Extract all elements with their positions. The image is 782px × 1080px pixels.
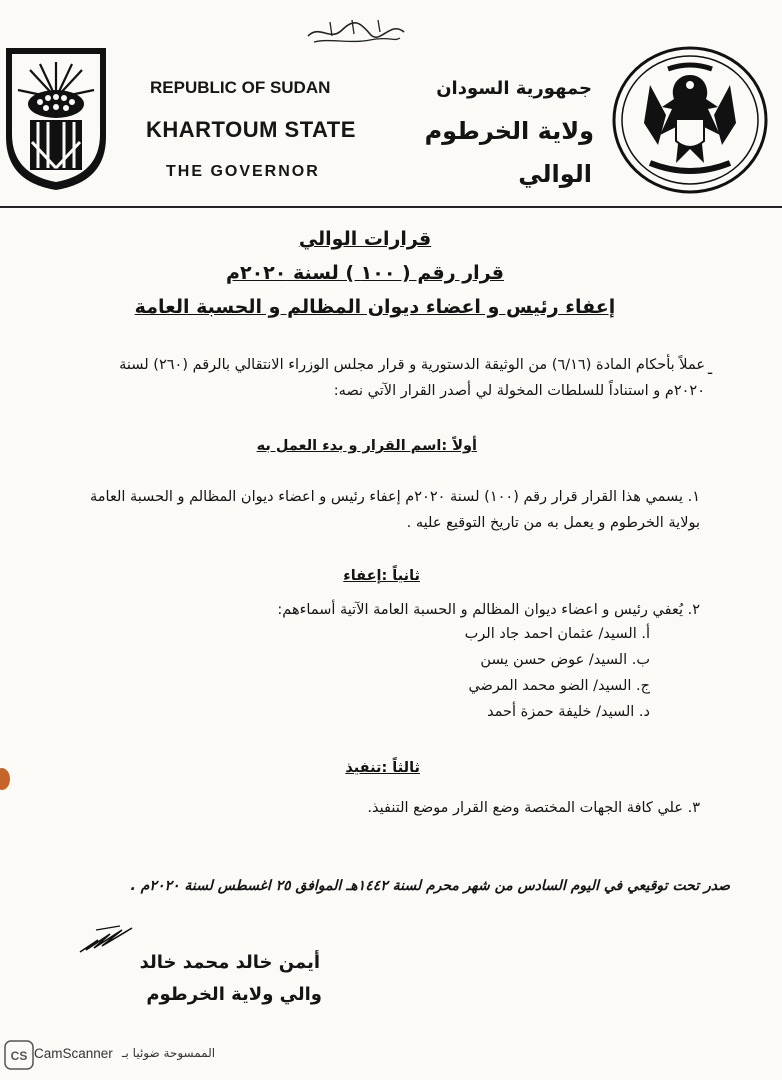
camscanner-brand: CamScanner [34,1046,113,1061]
khartoum-state-ar: ولاية الخرطوم [424,117,594,145]
name-list-item: ب. السيد/ عوض حسن يسن [480,652,650,668]
camscanner-logo-icon [4,1040,34,1070]
republic-of-sudan-en: REPUBLIC OF SUDAN [150,78,331,97]
name-list-item: د. السيد/ خليفة حمزة أحمد [487,704,650,720]
signatory-title: والي ولاية الخرطوم [146,984,322,1005]
article-three: ٣. علي كافة الجهات المختصة وضع القرار موضع التنفيذ. [367,800,700,816]
the-governor-ar: الوالي [518,160,592,188]
camscanner-arabic-label: الممسوحة ضوئيا بـ [122,1046,216,1060]
article-one: ١. يسمي هذا القرار قرار رقم (١٠٠) لسنة ٢٠٢٠م إعفاء رئيس و اعضاء ديوان المظالم و الحسبة العامة بولاية الخرطوم و يعمل به من تاريخ التوقيع عليه . [89,489,700,531]
khartoum-state-en: KHARTOUM STATE [146,117,356,142]
basmala-calligraphy [300,14,410,50]
section-first-heading: أولاً :اسم القرار و بدء العمل به [256,438,477,454]
decision-number: قرار رقم ( ١٠٠ ) لسنة ٢٠٢٠م [226,262,504,284]
name-list-item: ج. السيد/ الضو محمد المرضي [468,678,650,694]
decision-subject: إعفاء رئيس و اعضاء ديوان المظالم و الحسبة العامة [134,296,616,318]
republic-of-sudan-ar: جمهورية السودان [436,78,592,99]
decisions-title: قرارات الوالي [298,228,432,250]
preamble-paragraph: عملاً بأحكام المادة (٦/١٦) من الوثيقة الدستورية و قرار مجلس الوزراء الانتقالي بالرقم (٢٦٠) لسنة ٢٠٢٠م و استناداً للسلطات المخولة لي أصدر القرار الآتي نصه: [119,357,705,399]
signatory-name: أيمن خالد محمد خالد [139,952,320,973]
section-second-heading: ثانياً :إعفاء [343,568,420,584]
the-governor-en: THE GOVERNOR [166,163,320,180]
name-list-item: أ. السيد/ عثمان احمد جاد الرب [464,626,650,642]
page-edge-mark [0,768,10,790]
khartoum-state-emblem-icon [0,42,112,192]
article-two: ٢. يُعفي رئيس و اعضاء ديوان المظالم و الحسبة العامة الآتية أسماءهم: [277,602,700,618]
svg-text:CS: CS [10,1049,28,1063]
issuance-line: صدر تحت توقيعي في اليوم السادس من شهر محرم لسنة ١٤٤٢هـ الموافق ٢٥ اغسطس لسنة ٢٠٢٠م . [130,878,730,894]
sudan-seal-icon [610,45,770,195]
header-divider [0,206,782,208]
preamble-dash: - [707,362,714,383]
section-third-heading: ثالثاً :تنفيذ [345,760,420,776]
